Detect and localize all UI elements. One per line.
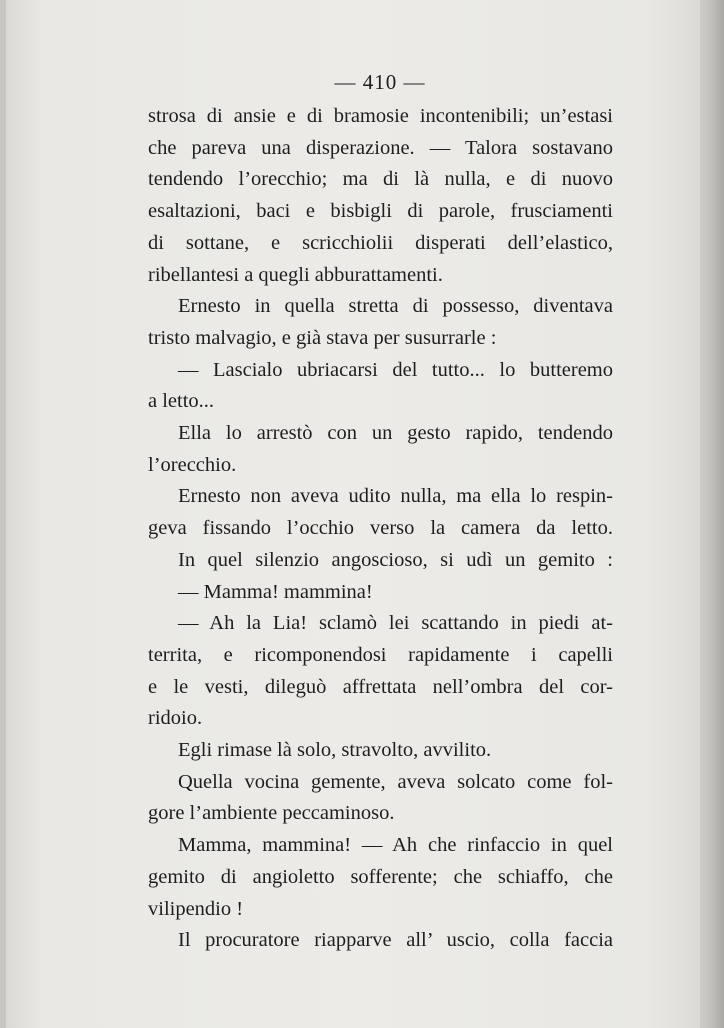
page-number: — 410 — <box>334 70 426 94</box>
text-line: gemito di angioletto sofferente; che schiaffo, che <box>148 865 613 888</box>
text-line: gore l’ambiente peccaminoso. <box>148 802 395 825</box>
text-line: Ella lo arrestò con un gesto rapido, tendendo <box>178 422 613 445</box>
text-line: Ernesto non aveva udito nulla, ma ella lo respin- <box>178 485 613 508</box>
text-line: di sottane, e scricchiolii disperati dell’elastico, <box>148 231 613 254</box>
text-line: — Mamma! mammina! <box>178 580 373 603</box>
text-line: ridoio. <box>148 707 203 730</box>
text-line: Mamma, mammina! — Ah che rinfaccio in quel <box>178 834 613 857</box>
text-line: e le vesti, dileguò affrettata nell’ombra del cor- <box>148 675 613 698</box>
text-line: ribellantesi a quegli abburattamenti. <box>148 263 443 286</box>
body-text <box>148 101 613 957</box>
text-line: territa, e ricomponendosi rapidamente i capelli <box>148 643 613 666</box>
text-line: esaltazioni, baci e bisbigli di parole, frusciamenti <box>148 200 613 223</box>
text-line: che pareva una disperazione. — Talora sostavano <box>148 136 613 159</box>
text-line: a letto... <box>148 390 215 413</box>
text-line: geva fissando l’occhio verso la camera da letto. <box>148 517 613 540</box>
text-line: vilipendio ! <box>148 897 244 920</box>
text-line: In quel silenzio angoscioso, si udì un gemito : <box>178 548 613 571</box>
text-line: Il procuratore riapparve all’ uscio, colla faccia <box>178 929 613 952</box>
text-line: tendendo l’orecchio; ma di là nulla, e di nuovo <box>148 168 613 191</box>
page-right-edge <box>700 0 724 1028</box>
text-line: tristo malvagio, e già stava per susurrarle : <box>148 326 497 349</box>
text-line: l’orecchio. <box>148 453 237 476</box>
text-line: Ernesto in quella stretta di possesso, diventava <box>178 295 613 318</box>
text-line: strosa di ansie e di bramosie incontenibili; un’estasi <box>148 105 613 127</box>
text-line: Quella vocina gemente, aveva solcato come fol- <box>178 770 613 793</box>
page-left-edge <box>0 0 6 1028</box>
text-line: — Lascialo ubriacarsi del tutto... lo butteremo <box>178 358 613 381</box>
text-line: Egli rimase là solo, stravolto, avvilito. <box>178 739 492 762</box>
text-line: — Ah la Lia! sclamò lei scattando in piedi at- <box>178 612 613 635</box>
